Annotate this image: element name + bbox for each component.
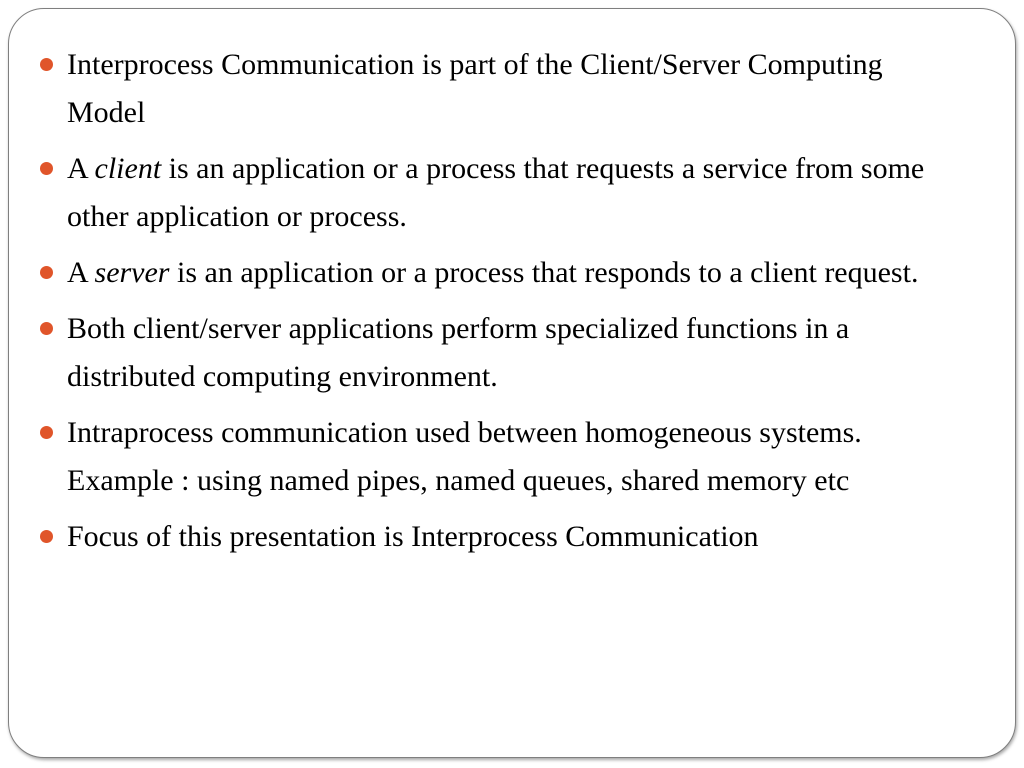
bullet-item xyxy=(67,41,967,137)
bullet-text: Both client/server applications perform specialized functions in a distributed computing environment. xyxy=(67,312,850,393)
bullet-text-suffix: is an application or a process that responds to a client request. xyxy=(169,256,919,289)
bullet-item xyxy=(67,409,967,505)
bullet-text: Intraprocess communication used between homogeneous systems. Example : using named pipes, named queues, shared memory etc xyxy=(67,416,862,497)
bullet-dot-icon xyxy=(40,322,53,335)
term-server: server xyxy=(94,256,170,289)
bullet-dot-icon xyxy=(40,162,53,175)
term-client: client xyxy=(94,152,162,185)
slide-frame xyxy=(8,8,1016,758)
bullet-text-prefix: A xyxy=(67,256,95,289)
bullet-item xyxy=(67,249,967,297)
bullet-item xyxy=(67,305,967,401)
bullet-dot-icon xyxy=(40,426,53,439)
bullet-item xyxy=(67,513,967,561)
bullet-dot-icon xyxy=(40,58,53,71)
bullet-dot-icon xyxy=(40,530,53,543)
bullet-dot-icon xyxy=(40,266,53,279)
bullet-text-suffix: is an application or a process that requests a service from some other application or process. xyxy=(67,152,925,233)
bullet-text-prefix: A xyxy=(67,152,95,185)
bullet-text: Focus of this presentation is Interprocess Communication xyxy=(67,520,759,553)
bullet-list xyxy=(67,41,967,569)
bullet-text: Interprocess Communication is part of the Client/Server Computing Model xyxy=(67,48,883,129)
bullet-item xyxy=(67,145,967,241)
